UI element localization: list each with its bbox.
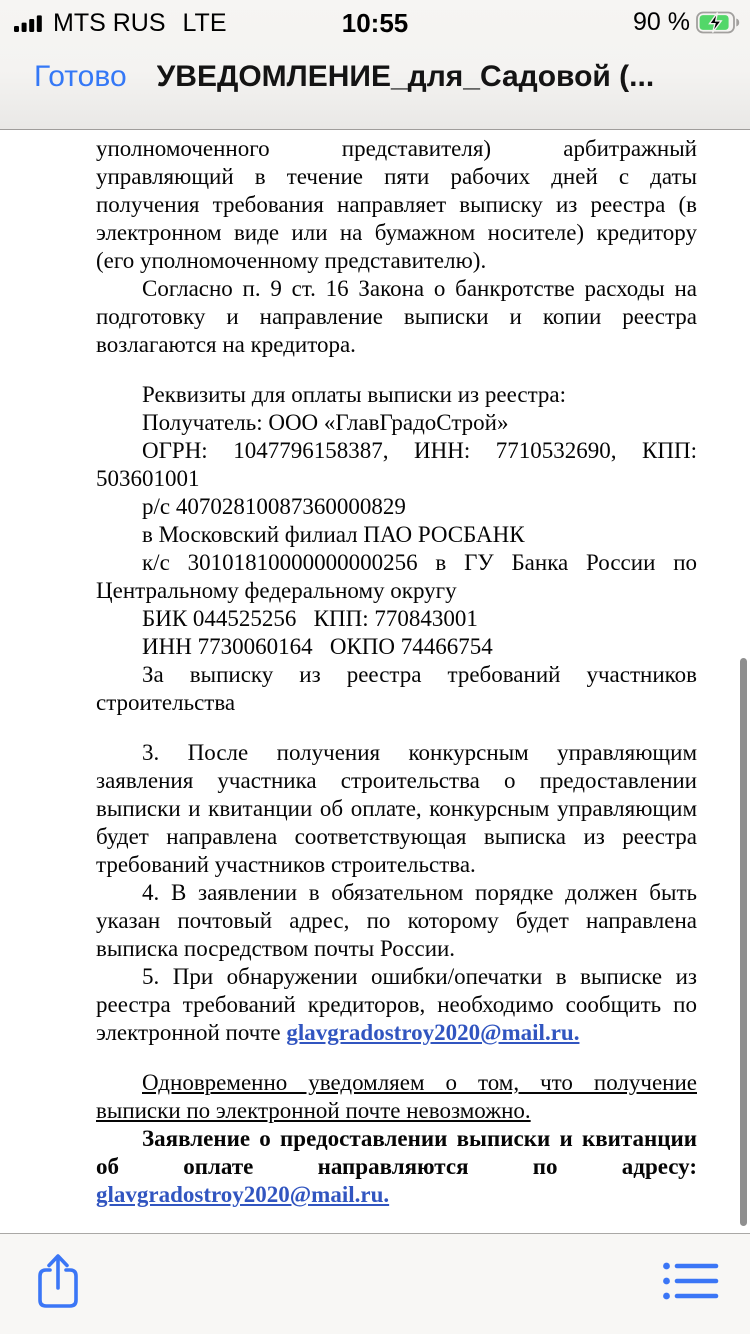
doc-text-run: 4. В заявлении в обязательном порядке должен быть указан почтовый адрес, по которому будет направлена выписка посредством почты России.: [96, 880, 697, 961]
doc-paragraph: [96, 381, 697, 409]
doc-paragraph: [96, 1069, 697, 1125]
doc-text-run: ОГРН: 1047796158387, ИНН: 7710532690, КПП: 503601001: [96, 438, 697, 491]
doc-text-run: Согласно п. 9 ст. 16 Закона о банкротстве расходы на подготовку и направление выписки и копии реестра возлагаются на кредитора.: [96, 276, 697, 357]
doc-paragraph: [96, 275, 697, 359]
doc-paragraph: [96, 549, 697, 605]
header: [0, 0, 750, 130]
doc-paragraph: [96, 879, 697, 963]
share-button[interactable]: [32, 1251, 84, 1311]
nav-bar: [0, 44, 750, 94]
clock: 10:55: [341, 8, 409, 38]
share-icon: [32, 1251, 84, 1311]
doc-text-run: в Московский филиал ПАО РОСБАНК: [142, 522, 525, 547]
carrier-label: MTS RUS: [53, 9, 166, 37]
battery-charging-icon: [696, 11, 740, 34]
doc-text-run: БИК 044525256 КПП: 770843001: [142, 606, 478, 631]
doc-text-run: Реквизиты для оплаты выписки из реестра:: [142, 382, 566, 407]
status-bar: [0, 0, 750, 44]
doc-text-run: 5. При обнаружении ошибки/опечатки в выписке из реестра требований кредиторов, необходимо сообщить по электронной почте: [96, 964, 697, 1045]
doc-paragraph: [96, 605, 697, 633]
document-preview[interactable]: [0, 131, 750, 1233]
doc-paragraph: [96, 1181, 697, 1209]
doc-paragraph: [96, 409, 697, 437]
doc-text-run: уполномоченного представителя) арбитражный управляющий в течение пяти рабочих дней с даты получения требования направляет выписку из реестра (в электронном виде или на бумажном носителе) кредитору (его уполномоченному представителю).: [96, 136, 697, 273]
doc-paragraph: [96, 521, 697, 549]
bottom-toolbar: [0, 1233, 750, 1334]
doc-text-run: об оплате направляются по адресу:: [96, 1154, 697, 1179]
doc-text-run: ИНН 7730060164 ОКПО 74466754: [142, 634, 493, 659]
doc-paragraph: [96, 963, 697, 1047]
doc-paragraph: [96, 135, 697, 275]
doc-text-run: За выписку из реестра требований участников строительства: [96, 662, 697, 715]
doc-text-run: Одновременно уведомляем о том, что получение выписки по электронной почте невозможно.: [96, 1070, 697, 1123]
doc-paragraph: [96, 1125, 697, 1153]
doc-text-run: Получатель: ООО «ГлавГрадоСтрой»: [142, 410, 509, 435]
doc-paragraph: [96, 739, 697, 879]
list-icon: [662, 1259, 720, 1303]
network-label: LTE: [182, 9, 227, 37]
doc-paragraph: [96, 633, 697, 661]
doc-paragraph: [96, 661, 697, 717]
doc-paragraph: [96, 1153, 697, 1181]
doc-text-run: 3. После получения конкурсным управляющим заявления участника строительства о предоставлении выписки и квитанции об оплате, конкурсным управляющим будет направлена соответствующая выписка из реестра требований участников строительства.: [96, 740, 697, 877]
scrollbar-thumb[interactable]: [740, 658, 747, 1226]
email-link[interactable]: glavgradostroy2020@mail.ru.: [286, 1020, 580, 1045]
done-button[interactable]: Готово: [34, 60, 127, 93]
battery-percent: 90 %: [633, 8, 690, 36]
doc-paragraph: [96, 437, 697, 493]
doc-paragraph: [96, 493, 697, 521]
list-view-button[interactable]: [662, 1259, 720, 1303]
doc-text-run: к/с 30101810000000000256 в ГУ Банка России по Центральному федеральному округу: [96, 550, 697, 603]
status-right: [633, 8, 740, 37]
document-body: [96, 135, 697, 1209]
email-link[interactable]: glavgradostroy2020@mail.ru.: [96, 1182, 390, 1207]
doc-text-run: Заявление о предоставлении выписки и квитанции: [142, 1126, 697, 1151]
doc-text-run: р/с 40702810087360000829: [142, 494, 406, 519]
page-title: УВЕДОМЛЕНИЕ_для_Садовой (...: [156, 60, 655, 93]
